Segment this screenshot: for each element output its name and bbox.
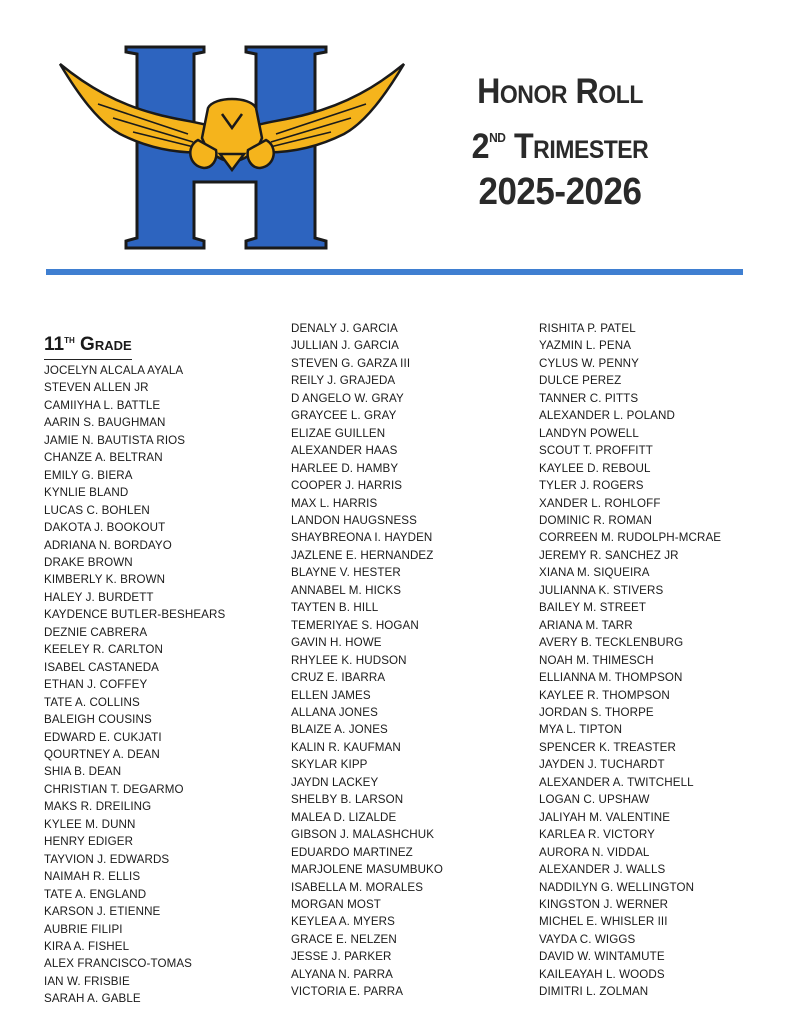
student-name: LANDON HAUGSNESS (291, 513, 417, 527)
student-name: DOMINIC R. ROMAN (539, 513, 653, 527)
student-name: TAYVION J. EDWARDS (44, 852, 170, 866)
student-name: ALYANA N. PARRA (291, 967, 394, 981)
student-name: ETHAN J. COFFEY (44, 678, 148, 692)
student-name: SHELBY B. LARSON (291, 793, 404, 807)
student-name: LUCAS C. BOHLEN (44, 503, 150, 517)
student-name: SHIA B. DEAN (44, 765, 122, 779)
student-name: YAZMIN L. PENA (539, 339, 632, 353)
title-year: 2025-2026 (478, 171, 642, 213)
student-name: JALIYAH M. VALENTINE (539, 810, 671, 824)
student-name: ISABELLA M. MORALES (291, 880, 424, 894)
student-name: HALEY J. BURDETT (44, 590, 154, 604)
trimester-word: Trimester (513, 127, 649, 166)
divider-rule (46, 269, 743, 275)
student-name: MICHEL E. WHISLER III (539, 915, 668, 929)
student-name: ELLIANNA M. THOMPSON (539, 671, 683, 685)
student-name: AUBRIE FILIPI (44, 922, 123, 936)
student-name: DEZNIE CABRERA (44, 625, 148, 639)
student-name: KARSON J. ETIENNE (44, 905, 161, 919)
grade-heading (44, 326, 132, 360)
student-name: XANDER L. ROHLOFF (539, 496, 661, 510)
student-name: DULCE PEREZ (539, 374, 622, 388)
student-name: KARLEA R. VICTORY (539, 828, 655, 842)
student-name: JAMIE N. BAUTISTA RIOS (44, 433, 186, 447)
student-name: KAYLEE R. THOMPSON (539, 688, 670, 702)
student-name: VAYDA C. WIGGS (539, 932, 636, 946)
student-name: EMILY G. BIERA (44, 468, 133, 482)
student-name: BLAIZE A. JONES (291, 723, 388, 737)
student-name: CORREEN M. RUDOLPH-MCRAE (539, 531, 722, 545)
student-name: MORGAN MOST (291, 897, 381, 911)
student-name: KYNLIE BLAND (44, 486, 129, 500)
student-name: SARAH A. GABLE (44, 992, 141, 1006)
student-name: CAMIIYHA L. BATTLE (44, 398, 161, 412)
student-name: TATE A. COLLINS (44, 695, 140, 709)
student-name: KIMBERLY K. BROWN (44, 573, 166, 587)
student-name: NAIMAH R. ELLIS (44, 870, 141, 884)
student-name: SCOUT T. PROFFITT (539, 444, 653, 458)
student-name: JAZLENE E. HERNANDEZ (291, 548, 434, 562)
name-column-2 (291, 320, 443, 1001)
student-name: SHAYBREONA I. HAYDEN (291, 531, 433, 545)
student-name: MAKS R. DREILING (44, 800, 152, 814)
student-name: LOGAN C. UPSHAW (539, 793, 650, 807)
student-name: KEELEY R. CARLTON (44, 643, 163, 657)
student-name: MYA L. TIPTON (539, 723, 623, 737)
student-name: LANDYN POWELL (539, 426, 639, 440)
student-name: KAYDENCE BUTLER-BESHEARS (44, 608, 226, 622)
student-name: RHYLEE K. HUDSON (291, 653, 407, 667)
student-name: KALIN R. KAUFMAN (291, 740, 401, 754)
student-name: AVERY B. TECKLENBURG (539, 636, 684, 650)
student-name: CYLUS W. PENNY (539, 356, 639, 370)
student-name: ALEXANDER L. POLAND (539, 409, 675, 423)
student-name: HENRY EDIGER (44, 835, 134, 849)
student-name: ELLEN JAMES (291, 688, 371, 702)
student-name: TATE A. ENGLAND (44, 887, 147, 901)
student-name: QOURTNEY A. DEAN (44, 747, 160, 761)
eagle-icon (60, 64, 404, 170)
student-name: MAX L. HARRIS (291, 496, 378, 510)
student-name: JULIANNA K. STIVERS (539, 583, 664, 597)
student-name: KINGSTON J. WERNER (539, 897, 669, 911)
student-name: EDWARD E. CUKJATI (44, 730, 162, 744)
student-name: ALEXANDER HAAS (291, 444, 398, 458)
grade-word: Grade (80, 334, 132, 355)
student-name: JEREMY R. SANCHEZ JR (539, 548, 679, 562)
student-name: XIANA M. SIQUEIRA (539, 566, 650, 580)
student-name: JOCELYN ALCALA AYALA (44, 364, 184, 377)
student-name: NADDILYN G. WELLINGTON (539, 880, 695, 894)
student-name: GIBSON J. MALASHCHUK (291, 828, 435, 842)
trimester-suffix: nd (489, 126, 506, 146)
student-name: REILY J. GRAJEDA (291, 374, 396, 388)
student-name: TAYTEN B. HILL (291, 601, 379, 615)
student-name: TANNER C. PITTS (539, 391, 639, 405)
student-name: DRAKE BROWN (44, 555, 133, 569)
student-name: ALEXANDER J. WALLS (539, 863, 666, 877)
student-name: SKYLAR KIPP (291, 758, 368, 772)
student-name: DAVID W. WINTAMUTE (539, 950, 665, 964)
student-name: GAVIN H. HOWE (291, 636, 382, 650)
student-name: CRUZ E. IBARRA (291, 671, 386, 685)
student-name: MALEA D. LIZALDE (291, 810, 397, 824)
names-list-3 (539, 320, 721, 1001)
student-name: BALEIGH COUSINS (44, 713, 152, 727)
student-name: JAYDEN J. TUCHARDT (539, 758, 665, 772)
student-name: CHANZE A. BELTRAN (44, 451, 163, 465)
title-trimester (436, 114, 684, 169)
student-name: D ANGELO W. GRAY (291, 391, 404, 405)
student-name: NOAH M. THIMESCH (539, 653, 654, 667)
student-name: GRACE E. NELZEN (291, 932, 397, 946)
title-honor-roll: Honor Roll (477, 72, 643, 111)
student-name: ALEX FRANCISCO-TOMAS (44, 957, 193, 971)
student-name: JAYDN LACKEY (291, 775, 379, 789)
student-name: ANNABEL M. HICKS (291, 583, 402, 597)
student-name: ARIANA M. TARR (539, 618, 633, 632)
student-name: CHRISTIAN T. DEGARMO (44, 782, 184, 796)
student-name: KIRA A. FISHEL (44, 939, 130, 953)
student-name: ALEXANDER A. TWITCHELL (539, 775, 694, 789)
grade-suffix: th (64, 334, 75, 346)
student-name: ELIZAE GUILLEN (291, 426, 386, 440)
student-name: RISHITA P. PATEL (539, 322, 636, 335)
student-name: STEVEN G. GARZA III (291, 356, 411, 370)
student-name: TEMERIYAE S. HOGAN (291, 618, 419, 632)
student-name: ISABEL CASTANEDA (44, 660, 159, 674)
student-name: KAILEAYAH L. WOODS (539, 967, 665, 981)
student-name: BAILEY M. STREET (539, 601, 647, 615)
name-column-1 (44, 326, 225, 1008)
trimester-number: 2 (471, 127, 490, 166)
name-column-3 (539, 320, 721, 1001)
student-name: DENALY J. GARCIA (291, 322, 398, 335)
student-name: JULLIAN J. GARCIA (291, 339, 400, 353)
names-list-2 (291, 320, 443, 1001)
student-name: SPENCER K. TREASTER (539, 740, 676, 754)
school-logo (58, 42, 408, 257)
student-name: COOPER J. HARRIS (291, 479, 403, 493)
student-name: JESSE J. PARKER (291, 950, 392, 964)
student-name: KEYLEA A. MYERS (291, 915, 395, 929)
student-name: KYLEE M. DUNN (44, 817, 136, 831)
student-name: KAYLEE D. REBOUL (539, 461, 651, 475)
student-name: DAKOTA J. BOOKOUT (44, 521, 166, 535)
student-name: BLAYNE V. HESTER (291, 566, 401, 580)
student-name: TYLER J. ROGERS (539, 479, 644, 493)
student-name: EDUARDO MARTINEZ (291, 845, 413, 859)
student-name: ADRIANA N. BORDAYO (44, 538, 172, 552)
student-name: AURORA N. VIDDAL (539, 845, 650, 859)
student-name: MARJOLENE MASUMBUKO (291, 863, 443, 877)
student-name: STEVEN ALLEN JR (44, 381, 149, 395)
student-name: VICTORIA E. PARRA (291, 985, 404, 999)
student-name: JORDAN S. THORPE (539, 705, 654, 719)
student-name: AARIN S. BAUGHMAN (44, 416, 166, 430)
title-block (425, 70, 695, 215)
student-name: ALLANA JONES (291, 705, 378, 719)
names-list-1 (44, 362, 225, 1008)
student-name: IAN W. FRISBIE (44, 974, 130, 988)
student-name: GRAYCEE L. GRAY (291, 409, 397, 423)
grade-number: 11 (44, 334, 65, 355)
student-name: DIMITRI L. ZOLMAN (539, 985, 649, 999)
student-name: HARLEE D. HAMBY (291, 461, 399, 475)
